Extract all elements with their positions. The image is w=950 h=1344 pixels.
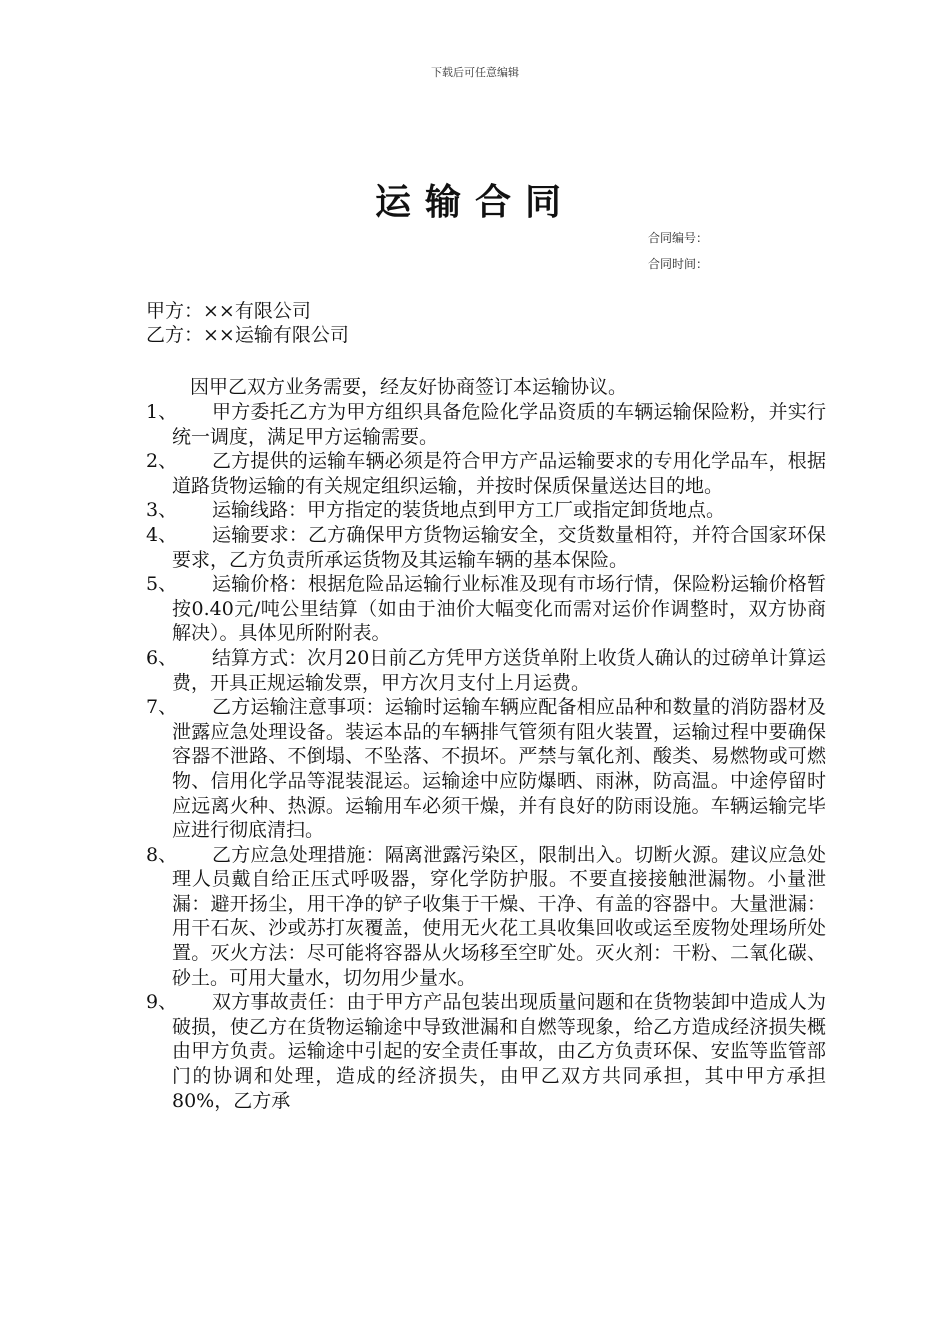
clause-number: 7、 (146, 696, 178, 719)
clause-text: 运输要求：乙方确保甲方货物运输安全，交货数量相符，并符合国家环保要求，乙方负责所承运货物及其运输车辆的基本保险。 (172, 523, 826, 571)
clause-item (146, 646, 826, 695)
clause-number: 6、 (146, 646, 178, 669)
intro-paragraph: 因甲乙双方业务需要，经友好协商签订本运输协议。 (190, 376, 628, 398)
clause-item (146, 498, 826, 523)
clause-item (146, 523, 826, 572)
clause-item (146, 843, 826, 991)
clause-item (146, 572, 826, 646)
header-note: 下载后可任意编辑 (431, 66, 519, 79)
clause-item (146, 400, 826, 449)
party-b: 乙方：××运输有限公司 (146, 324, 349, 346)
clause-text: 结算方式：次月20日前乙方凭甲方送货单附上收货人确认的过磅单计算运费，开具正规运输发票，甲方次月支付上月运费。 (172, 646, 826, 694)
document-title: 运输合同 (374, 182, 575, 223)
clause-number: 5、 (146, 573, 178, 596)
clause-text: 甲方委托乙方为甲方组织具备危险化学品资质的车辆运输保险粉，并实行统一调度，满足甲方运输需要。 (172, 401, 826, 448)
clause-item (146, 449, 826, 498)
clause-number: 8、 (146, 843, 178, 866)
party-a: 甲方：××有限公司 (146, 300, 311, 322)
clause-number: 3、 (146, 499, 178, 522)
contract-time-label: 合同时间： (648, 257, 709, 271)
clause-item (146, 990, 826, 1113)
clause-list (146, 400, 826, 1113)
clause-text: 乙方提供的运输车辆必须是符合甲方产品运输要求的专用化学品车，根据道路货物运输的有关规定组织运输，并按时保质保量送达目的地。 (172, 450, 826, 497)
clause-text: 双方事故责任：由于甲方产品包装出现质量问题和在货物装卸中造成人为破损，使乙方在货物运输途中导致泄漏和自燃等现象，给乙方造成经济损失概由甲方负责。运输途中引起的安全责任事故，由乙方负责环保、安监等监管部门的协调和处理，造成的经济损失，由甲乙双方共同承担，其中甲方承担80%，乙方承 (172, 991, 826, 1112)
clause-number: 4、 (146, 523, 178, 546)
clause-text: 运输价格：根据危险品运输行业标准及现有市场行情，保险粉运输价格暂按0.40元/吨公里结算（如由于油价大幅变化而需对运价作调整时，双方协商解决）。具体见所附附表。 (172, 573, 826, 645)
clause-text: 乙方应急处理措施：隔离泄露污染区，限制出入。切断火源。建议应急处理人员戴自给正压式呼吸器，穿化学防护服。不要直接接触泄漏物。小量泄漏：避开扬尘，用干净的铲子收集于干燥、干净、有盖的容器中。大量泄漏：用干石灰、沙或苏打灰覆盖，使用无火花工具收集回收或运至废物处理场所处置。灭火方法：尽可能将容器从火场移至空旷处。灭火剂：干粉、二氧化碳、砂土。可用大量水，切勿用少量水。 (172, 843, 826, 989)
clause-text: 乙方运输注意事项：运输时运输车辆应配备相应品种和数量的消防器材及泄露应急处理设备。装运本品的车辆排气管须有阻火装置，运输过程中要确保容器不泄路、不倒塌、不坠落、不损坏。严禁与氧化剂、酸类、易燃物或可燃物、信用化学品等混装混运。运输途中应防爆晒、雨淋，防高温。中途停留时应远离火种、热源。运输用车必须干燥，并有良好的防雨设施。车辆运输完毕应进行彻底清扫。 (172, 696, 826, 842)
clause-number: 9、 (146, 991, 178, 1014)
clause-item (146, 695, 826, 843)
contract-number-label: 合同编号： (648, 231, 709, 245)
clause-number: 2、 (146, 450, 178, 473)
clause-number: 1、 (146, 401, 178, 423)
clause-text: 运输线路：甲方指定的装货地点到甲方工厂或指定卸货地点。 (212, 499, 726, 522)
